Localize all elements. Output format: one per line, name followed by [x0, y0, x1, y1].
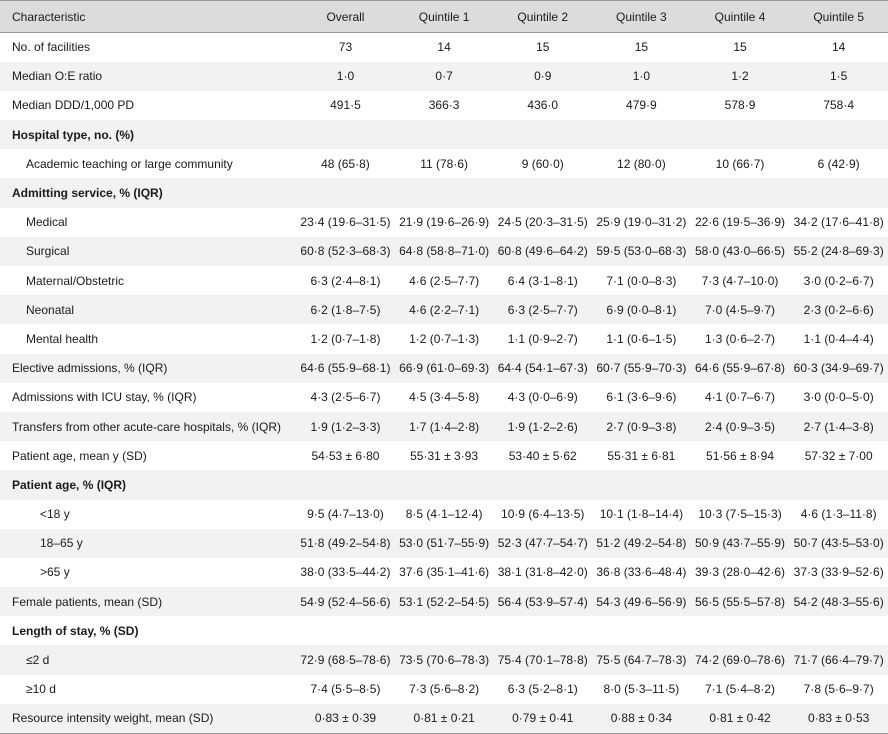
- cell-value: 6·3 (5·2–8·1): [507, 682, 578, 697]
- cell-value: 1·3 (0·6–2·7): [705, 331, 776, 346]
- column-header-quintile-2: Quintile 2: [493, 1, 592, 33]
- table-row: [0, 441, 888, 470]
- cell-value: 25·9 (19·0–31·2): [596, 215, 687, 230]
- cell-value: [789, 470, 888, 499]
- cell-value: 75·5 (64·7–78·3): [596, 653, 687, 668]
- row-label: Transfers from other acute-care hospitals, % (IQR): [12, 419, 281, 434]
- cell-value: 6·9 (0·0–8·1): [606, 302, 677, 317]
- cell-value: 55·2 (24·8–69·3): [793, 244, 884, 259]
- column-header-quintile-4: Quintile 4: [691, 1, 790, 33]
- cell-value: 479·9: [626, 98, 657, 113]
- cell-value: 66·9 (61·0–69·3): [399, 361, 490, 376]
- cell-value: [789, 178, 888, 207]
- row-label: ≥10 d: [26, 682, 56, 697]
- cell-value: 9 (60·0): [521, 156, 564, 171]
- section-header-row: [0, 470, 888, 499]
- cell-value: [691, 470, 790, 499]
- cell-value: 8·0 (5·3–11·5): [603, 682, 680, 697]
- cell-value: 0·81 ± 0·21: [395, 704, 494, 733]
- cell-value: 53·40 ± 5·62: [508, 448, 577, 463]
- cell-value: 53·1 (52·2–54·5): [399, 594, 490, 609]
- cell-value: [493, 470, 592, 499]
- cell-value: [592, 616, 691, 645]
- cell-value: 57·32 ± 7·00: [804, 448, 873, 463]
- cell-value: [296, 120, 395, 149]
- cell-value: [592, 120, 691, 149]
- cell-value: 6·3 (2·5–7·7): [507, 302, 578, 317]
- table-body: [0, 33, 888, 734]
- row-label: Medical: [26, 215, 68, 230]
- table-row: [0, 62, 888, 91]
- section-header-row: [0, 120, 888, 149]
- cell-value: 6 (42·9): [817, 156, 860, 171]
- cell-value: 72·9 (68·5–78·6): [300, 653, 391, 668]
- cell-value: 7·0 (4·5–9·7): [705, 302, 776, 317]
- cell-value: 53·0 (51·7–55·9): [399, 536, 490, 551]
- cell-value: 7·3 (5·6–8·2): [409, 682, 480, 697]
- cell-value: 54·2 (48·3–55·6): [793, 594, 884, 609]
- cell-value: 39·3 (28·0–42·6): [694, 565, 786, 580]
- cell-value: [493, 178, 592, 207]
- cell-value: 60·8 (52·3–68·3): [300, 244, 391, 259]
- table-row: [0, 529, 888, 558]
- cell-value: [493, 616, 592, 645]
- section-header-row: [0, 616, 888, 645]
- cell-value: 59·5 (53·0–68·3): [596, 244, 687, 259]
- column-header-overall: Overall: [296, 1, 395, 33]
- table-row: [0, 149, 888, 178]
- cell-value: 0·81 ± 0·42: [691, 704, 790, 733]
- row-label: Patient age, mean y (SD): [12, 448, 147, 463]
- cell-value: 7·3 (4·7–10·0): [701, 273, 779, 288]
- cell-value: 1·2 (0·7–1·3): [409, 331, 480, 346]
- row-label: Hospital type, no. (%): [12, 127, 135, 142]
- row-label: Admitting service, % (IQR): [12, 186, 163, 201]
- cell-value: 56·5 (55·5–57·8): [694, 594, 786, 609]
- cell-value: 71·7 (66·4–79·7): [793, 653, 884, 668]
- table-row: [0, 237, 888, 266]
- row-label: Neonatal: [26, 302, 75, 317]
- section-header-row: [0, 178, 888, 207]
- cell-value: [395, 120, 494, 149]
- cell-value: [395, 178, 494, 207]
- cell-value: 7·1 (5·4–8·2): [705, 682, 776, 697]
- table-row: [0, 354, 888, 383]
- cell-value: 0·83 ± 0·53: [789, 704, 888, 733]
- cell-value: 2·4 (0·9–3·5): [705, 419, 776, 434]
- cell-value: 14: [437, 40, 451, 55]
- cell-value: 0·9: [534, 69, 552, 84]
- table-row: [0, 704, 888, 733]
- cell-value: 1·0: [336, 69, 355, 84]
- cell-value: 8·5 (4·1–12·4): [405, 507, 483, 522]
- cell-value: [395, 470, 494, 499]
- cell-value: [691, 120, 790, 149]
- cell-value: 436·0: [527, 98, 559, 113]
- row-label: Median O:E ratio: [12, 69, 103, 84]
- cell-value: 12 (80·0): [617, 156, 666, 171]
- table-row: [0, 558, 888, 587]
- column-header-quintile-1: Quintile 1: [395, 1, 494, 33]
- row-label: >65 y: [40, 565, 70, 580]
- cell-value: 74·2 (69·0–78·6): [694, 653, 786, 668]
- column-header-quintile-3: Quintile 3: [592, 1, 691, 33]
- cell-value: 58·0 (43·0–66·5): [694, 244, 786, 259]
- row-label: Academic teaching or large community: [26, 156, 233, 171]
- row-label: Length of stay, % (SD): [12, 623, 139, 638]
- cell-value: [691, 178, 790, 207]
- cell-value: 64·6 (55·9–68·1): [300, 361, 391, 376]
- cell-value: 73: [338, 40, 353, 55]
- row-label: 18–65 y: [40, 536, 83, 551]
- cell-value: 54·3 (49·6–56·9): [596, 594, 687, 609]
- cell-value: 15: [536, 40, 550, 55]
- cell-value: 6·2 (1·8–7·5): [310, 302, 381, 317]
- row-label: ≤2 d: [26, 653, 50, 668]
- cell-value: 38·1 (31·8–42·0): [497, 565, 588, 580]
- cell-value: 758·4: [823, 98, 855, 113]
- cell-value: 4·5 (3·4–5·8): [409, 390, 480, 405]
- cell-value: 64·8 (58·8–71·0): [399, 244, 490, 259]
- cell-value: 3·0 (0·2–6·7): [803, 273, 874, 288]
- cell-value: 15: [634, 40, 649, 55]
- cell-value: 0·79 ± 0·41: [493, 704, 592, 733]
- cell-value: [789, 616, 888, 645]
- cell-value: 54·9 (52·4–56·6): [300, 594, 391, 609]
- cell-value: 51·56 ± 8·94: [706, 448, 774, 463]
- cell-value: 24·5 (20·3–31·5): [497, 215, 588, 230]
- table-row: [0, 587, 888, 616]
- cell-value: 491·5: [330, 98, 361, 113]
- cell-value: 2·7 (0·9–3·8): [606, 419, 677, 434]
- table-row: [0, 266, 888, 295]
- table-row: [0, 295, 888, 324]
- cell-value: [395, 616, 494, 645]
- table-row: [0, 208, 888, 237]
- cell-value: 11 (78·6): [420, 156, 468, 171]
- table-header-row: [0, 1, 888, 33]
- row-label: Resource intensity weight, mean (SD): [0, 704, 296, 733]
- cell-value: 1·9 (1·2–3·3): [310, 419, 381, 434]
- row-label: Admissions with ICU stay, % (IQR): [12, 390, 197, 405]
- row-label: <18 y: [40, 507, 70, 522]
- table-row: [0, 500, 888, 529]
- cell-value: 60·7 (55·9–70·3): [596, 361, 687, 376]
- cell-value: 21·9 (19·6–26·9): [399, 215, 490, 230]
- cell-value: 1·0: [632, 69, 651, 84]
- cell-value: 38·0 (33·5–44·2): [300, 565, 391, 580]
- cell-value: 37·6 (35·1–41·6): [399, 565, 490, 580]
- cell-value: 52·3 (47·7–54·7): [497, 536, 588, 551]
- cell-value: 51·8 (49·2–54·8): [300, 536, 391, 551]
- table-row: [0, 383, 888, 412]
- cell-value: 55·31 ± 6·81: [607, 448, 676, 463]
- cell-value: 1·2 (0·7–1·8): [310, 331, 381, 346]
- cell-value: 578·9: [724, 98, 756, 113]
- cell-value: 64·6 (55·9–67·8): [694, 361, 786, 376]
- row-label: Surgical: [26, 244, 70, 259]
- cell-value: 75·4 (70·1–78·8): [497, 653, 588, 668]
- cell-value: 1·2: [731, 69, 749, 84]
- row-label: Female patients, mean (SD): [12, 594, 163, 609]
- cell-value: [691, 616, 790, 645]
- cell-value: 1·1 (0·6–1·5): [606, 331, 677, 346]
- cell-value: 0·83 ± 0·39: [296, 704, 395, 733]
- table-row: [0, 91, 888, 120]
- cell-value: 2·3 (0·2–6·6): [803, 302, 874, 317]
- table-row: [0, 412, 888, 441]
- cell-value: 10·3 (7·5–15·3): [698, 507, 782, 522]
- row-label: Median DDD/1,000 PD: [12, 98, 135, 113]
- cell-value: 23·4 (19·6–31·5): [300, 215, 391, 230]
- row-label: Mental health: [26, 331, 99, 346]
- table-row: [0, 675, 888, 704]
- row-label: Maternal/Obstetric: [26, 273, 125, 288]
- table-row: [0, 33, 888, 62]
- cell-value: 64·4 (54·1–67·3): [497, 361, 588, 376]
- row-label: Elective admissions, % (IQR): [12, 361, 168, 376]
- cell-value: 0·7: [435, 69, 453, 84]
- table-row: [0, 645, 888, 674]
- cell-value: [592, 178, 691, 207]
- cell-value: 7·1 (0·0–8·3): [606, 273, 677, 288]
- cell-value: 55·31 ± 3·93: [410, 448, 479, 463]
- cell-value: [296, 470, 395, 499]
- cell-value: 56·4 (53·9–57·4): [497, 594, 588, 609]
- cell-value: [296, 616, 395, 645]
- cell-value: 6·3 (2·4–8·1): [310, 273, 381, 288]
- cell-value: 366·3: [428, 98, 460, 113]
- cell-value: 4·3 (0·0–6·9): [507, 390, 578, 405]
- cell-value: 1·5: [830, 69, 848, 84]
- cell-value: 10 (66·7): [715, 156, 765, 171]
- cell-value: 50·9 (43·7–55·9): [694, 536, 786, 551]
- column-header-characteristic: Characteristic: [0, 1, 296, 33]
- cell-value: 9·5 (4·7–13·0): [307, 507, 384, 522]
- row-label: Patient age, % (IQR): [12, 477, 127, 492]
- cell-value: 4·6 (2·2–7·1): [409, 302, 480, 317]
- cell-value: 1·1 (0·4–4·4): [803, 331, 874, 346]
- cell-value: 36·8 (33·6–48·4): [596, 565, 687, 580]
- cell-value: [592, 470, 691, 499]
- cell-value: 4·1 (0·7–6·7): [705, 390, 776, 405]
- table-row: [0, 324, 888, 353]
- cell-value: 73·5 (70·6–78·3): [399, 653, 490, 668]
- cell-value: 7·8 (5·6–9·7): [803, 682, 874, 697]
- cell-value: 34·2 (17·6–41·8): [793, 215, 884, 230]
- cell-value: 4·6 (2·5–7·7): [409, 273, 480, 288]
- cell-value: 2·7 (1·4–3·8): [803, 419, 874, 434]
- cell-value: 22·6 (19·5–36·9): [694, 215, 786, 230]
- cell-value: 37·3 (33·9–52·6): [793, 565, 884, 580]
- cell-value: 6·4 (3·1–8·1): [507, 273, 578, 288]
- cell-value: 60·8 (49·6–64·2): [497, 244, 588, 259]
- cell-value: 10·9 (6·4–13·5): [501, 507, 585, 522]
- column-header-quintile-5: Quintile 5: [789, 1, 888, 33]
- cell-value: [789, 120, 888, 149]
- cell-value: 0·88 ± 0·34: [592, 704, 691, 733]
- cell-value: 1·1 (0·9–2·7): [507, 331, 578, 346]
- cell-value: 15: [733, 40, 747, 55]
- cell-value: 4·3 (2·5–6·7): [310, 390, 381, 405]
- cell-value: 14: [831, 40, 846, 55]
- cell-value: 6·1 (3·6–9·6): [606, 390, 677, 405]
- cell-value: 48 (65·8): [321, 156, 370, 171]
- cell-value: 1·9 (1·2–2·6): [507, 419, 578, 434]
- cell-value: 50·7 (43·5–53·0): [793, 536, 884, 551]
- row-label: No. of facilities: [12, 40, 91, 55]
- cell-value: [493, 120, 592, 149]
- cell-value: 1·7 (1·4–2·8): [409, 419, 480, 434]
- cell-value: 4·6 (1·3–11·8): [800, 507, 877, 522]
- cell-value: 10·1 (1·8–14·4): [599, 507, 684, 522]
- cell-value: 60·3 (34·9–69·7): [793, 361, 884, 376]
- cell-value: 51·2 (49·2–54·8): [596, 536, 687, 551]
- cell-value: 7·4 (5·5–8·5): [310, 682, 381, 697]
- cell-value: 54·53 ± 6·80: [311, 448, 380, 463]
- cell-value: [296, 178, 395, 207]
- cell-value: 3·0 (0·0–5·0): [803, 390, 874, 405]
